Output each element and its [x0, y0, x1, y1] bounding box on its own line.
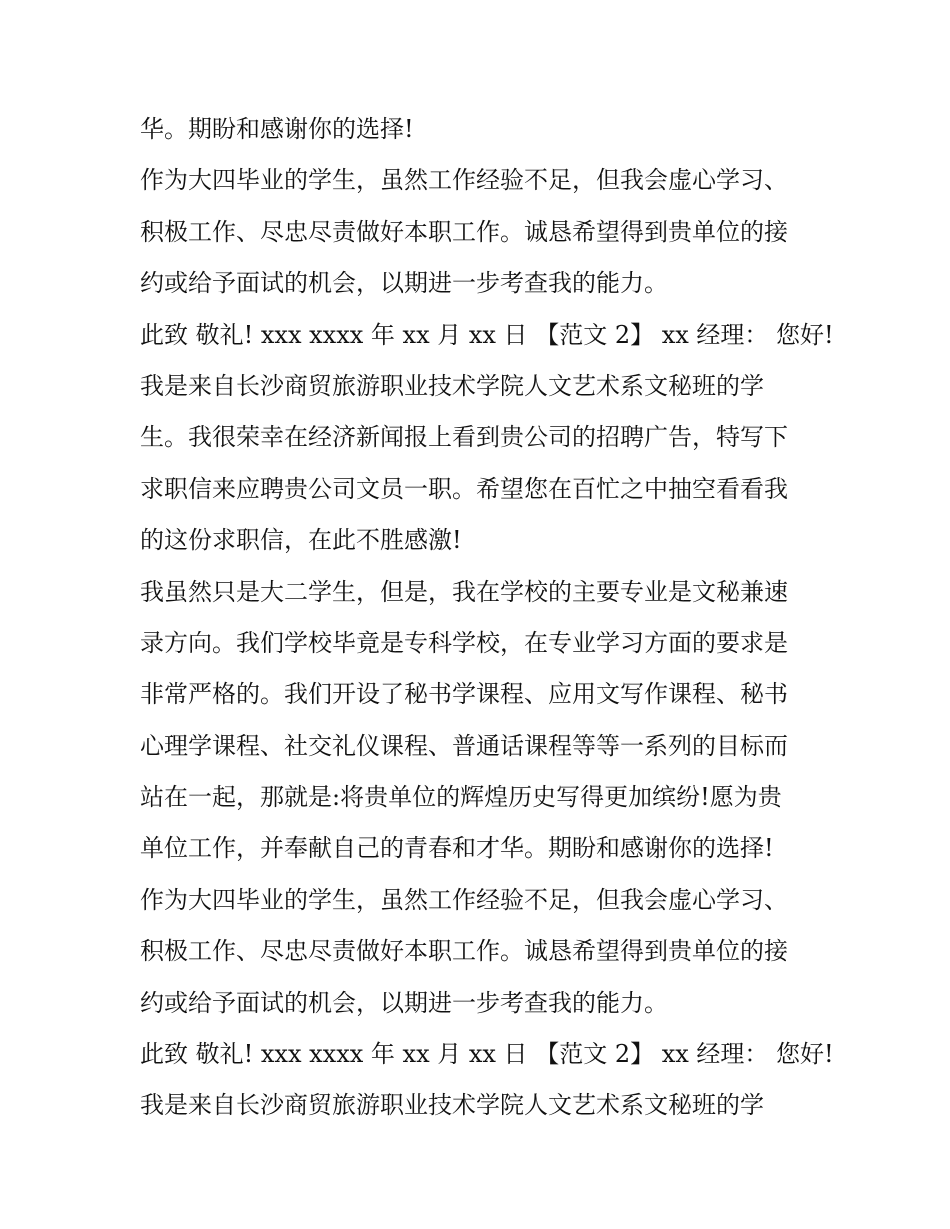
- text-line-1: 华。期盼和感谢你的选择!: [140, 115, 414, 143]
- text-line-17: 积极工作、尽忠尽责做好本职工作。诚恳希望得到贵单位的接: [140, 937, 788, 966]
- text-line-6: 我是来自长沙商贸旅游职业技术学院人文艺术系文秘班的学: [140, 371, 764, 400]
- text-line-20: 我是来自长沙商贸旅游职业技术学院人文艺术系文秘班的学: [140, 1091, 764, 1120]
- text-line-16: 作为大四毕业的学生，虽然工作经验不足，但我会虚心学习、: [140, 885, 788, 914]
- text-line-13: 心理学课程、社交礼仪课程、普通话课程等等一系列的目标而: [140, 731, 788, 760]
- text-line-14: 站在一起，那就是:将贵单位的辉煌历史写得更加缤纷!愿为贵: [140, 783, 782, 812]
- text-line-12: 非常严格的。我们开设了秘书学课程、应用文写作课程、秘书: [140, 680, 788, 709]
- text-line-4: 约或给予面试的机会，以期进一步考查我的能力。: [140, 269, 668, 298]
- text-line-2: 作为大四毕业的学生，虽然工作经验不足，但我会虚心学习、: [140, 166, 788, 195]
- text-line-15: 单位工作，并奉献自己的青春和才华。期盼和感谢你的选择!: [140, 834, 774, 863]
- text-line-3: 积极工作、尽忠尽责做好本职工作。诚恳希望得到贵单位的接: [140, 217, 788, 246]
- text-line-18: 约或给予面试的机会，以期进一步考查我的能力。: [140, 988, 668, 1017]
- text-line-10: 我虽然只是大二学生，但是，我在学校的主要专业是文秘兼速: [140, 577, 788, 606]
- document-body: [140, 104, 834, 1132]
- text-line-19: 此致 敬礼! xxx xxxx 年 xx 月 xx 日 【范文 2】 xx 经理： 您好!: [140, 1040, 834, 1069]
- text-line-5: 此致 敬礼! xxx xxxx 年 xx 月 xx 日 【范文 2】 xx 经理： 您好!: [140, 320, 834, 349]
- text-line-7: 生。我很荣幸在经济新闻报上看到贵公司的招聘广告，特写下: [140, 423, 788, 452]
- text-line-11: 录方向。我们学校毕竟是专科学校，在专业学习方面的要求是: [140, 628, 788, 657]
- text-line-8: 求职信来应聘贵公司文员一职。希望您在百忙之中抽空看看我: [140, 474, 788, 503]
- text-line-9: 的这份求职信，在此不胜感激!: [140, 526, 462, 555]
